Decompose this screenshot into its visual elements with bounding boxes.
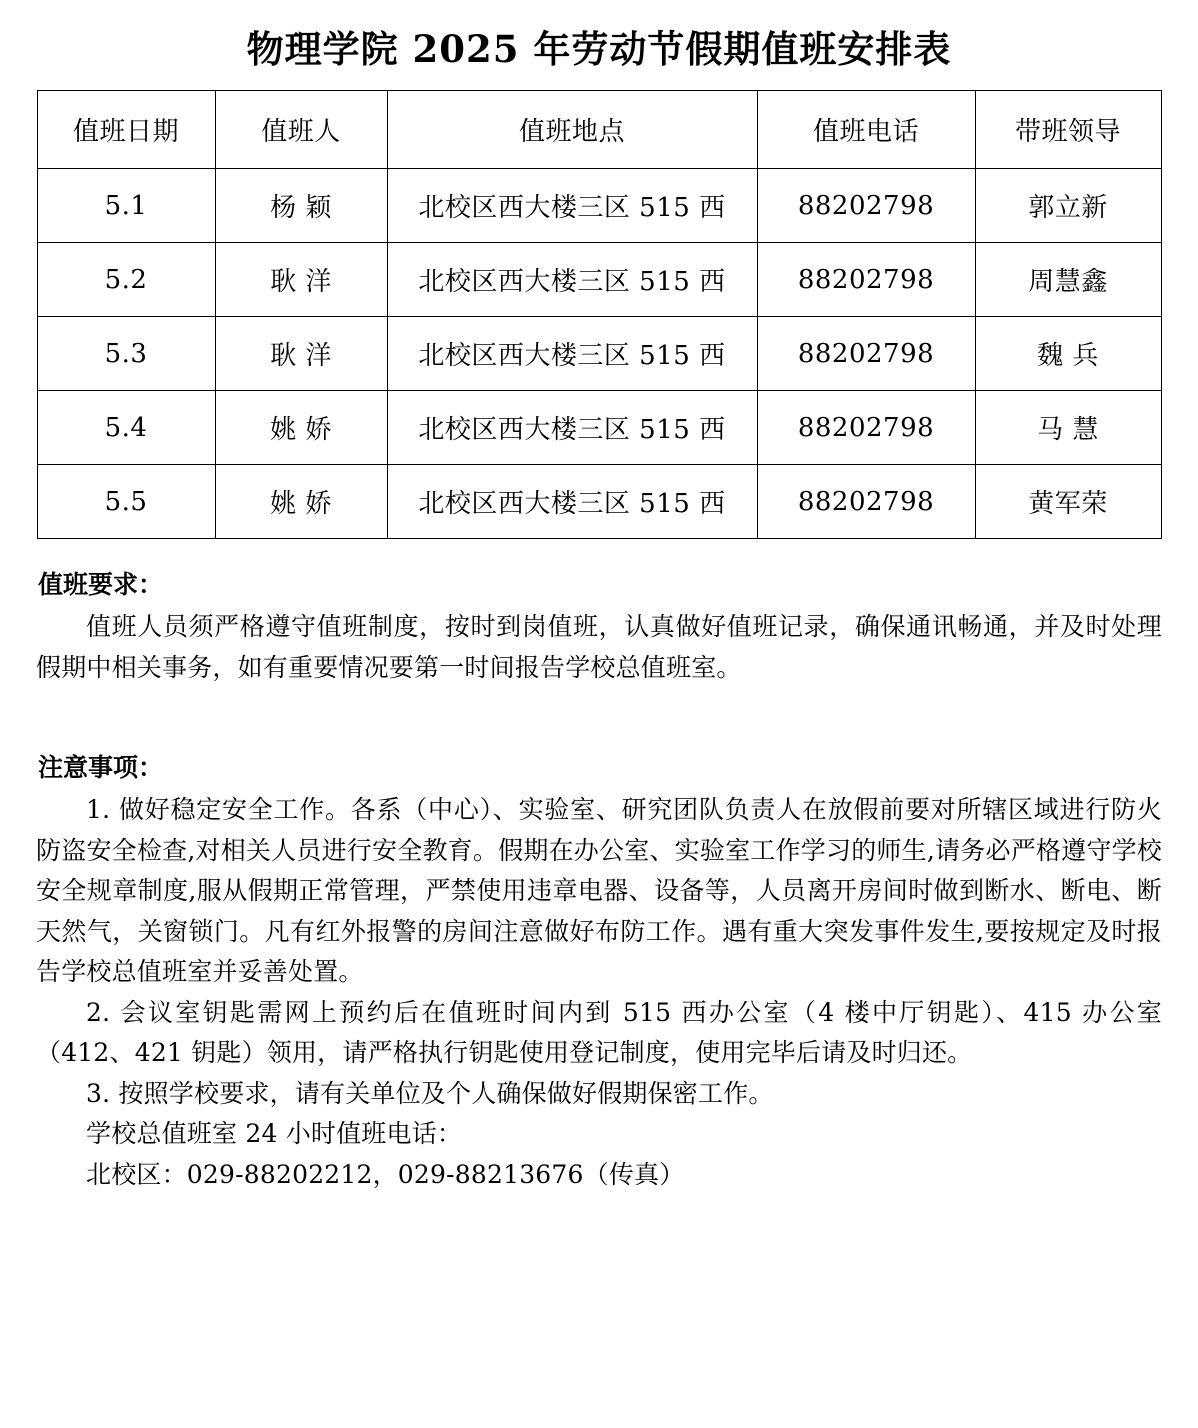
requirements-text: 值班人员须严格遵守值班制度，按时到岗值班，认真做好值班记录，确保通讯畅通，并及时处理假期中相关事务，如有重要情况要第一时间报告学校总值班室。 — [36, 612, 1162, 682]
cell-place: 北校区西大楼三区 515 西 — [387, 243, 757, 317]
cell-phone: 88202798 — [757, 317, 975, 391]
table-row — [37, 169, 1161, 243]
column-header-leader: 带班领导 — [975, 91, 1161, 169]
table-row — [37, 317, 1161, 391]
duty-schedule-table — [37, 90, 1162, 539]
cell-phone: 88202798 — [757, 465, 975, 539]
cell-date: 5.1 — [37, 169, 215, 243]
cell-place: 北校区西大楼三区 515 西 — [387, 169, 757, 243]
page-title: 物理学院 2025 年劳动节假期值班安排表 — [246, 27, 952, 71]
table-row — [37, 391, 1161, 465]
cell-phone: 88202798 — [757, 391, 975, 465]
requirements-heading: 值班要求： — [38, 570, 164, 600]
cell-place: 北校区西大楼三区 515 西 — [387, 465, 757, 539]
cell-date: 5.5 — [37, 465, 215, 539]
note-item-1: 1. 做好稳定安全工作。各系（中心）、实验室、研究团队负责人在放假前要对所辖区域进行防火防盗安全检查,对相关人员进行安全教育。假期在办公室、实验室工作学习的师生,请务必严格遵守学校安全规章制度,服从假期正常管理，严禁使用违章电器、设备等，人员离开房间时做到断水、断电、断天然气，关窗锁门。凡有红外报警的房间注意做好布防工作。遇有重大突发事件发生,要按规定及时报告学校总值班室并妥善处置。 — [36, 795, 1162, 987]
hotline-value: 北校区：029-88202212，029-88213676（传真） — [86, 1159, 685, 1189]
cell-person: 姚 娇 — [215, 465, 387, 539]
notes-heading: 注意事项： — [38, 753, 164, 783]
notes-section — [36, 748, 1162, 1195]
section-spacer — [36, 688, 1162, 722]
cell-person: 耿 洋 — [215, 243, 387, 317]
note-item-2: 2. 会议室钥匙需网上预约后在值班时间内到 515 西办公室（4 楼中厅钥匙）、415 办公室（412、421 钥匙）领用，请严格执行钥匙使用登记制度，使用完毕后请及时归还。 — [36, 997, 1162, 1068]
cell-leader: 郭立新 — [975, 169, 1161, 243]
cell-place: 北校区西大楼三区 515 西 — [387, 391, 757, 465]
column-header-person: 值班人 — [215, 91, 387, 169]
cell-phone: 88202798 — [757, 169, 975, 243]
note-item-3: 3. 按照学校要求，请有关单位及个人确保做好假期保密工作。 — [86, 1078, 774, 1108]
cell-date: 5.4 — [37, 391, 215, 465]
table-row — [37, 243, 1161, 317]
cell-person: 耿 洋 — [215, 317, 387, 391]
cell-leader: 马 慧 — [975, 391, 1161, 465]
cell-leader: 魏 兵 — [975, 317, 1161, 391]
cell-leader: 周慧鑫 — [975, 243, 1161, 317]
column-header-date: 值班日期 — [37, 91, 215, 169]
cell-person: 杨 颖 — [215, 169, 387, 243]
cell-leader: 黄军荣 — [975, 465, 1161, 539]
cell-date: 5.2 — [37, 243, 215, 317]
table-row — [37, 465, 1161, 539]
cell-place: 北校区西大楼三区 515 西 — [387, 317, 757, 391]
requirements-section — [36, 565, 1162, 688]
column-header-phone: 值班电话 — [757, 91, 975, 169]
cell-person: 姚 娇 — [215, 391, 387, 465]
column-header-place: 值班地点 — [387, 91, 757, 169]
table-header-row — [37, 91, 1161, 169]
cell-date: 5.3 — [37, 317, 215, 391]
hotline-label: 学校总值班室 24 小时值班电话： — [86, 1119, 463, 1149]
cell-phone: 88202798 — [757, 243, 975, 317]
